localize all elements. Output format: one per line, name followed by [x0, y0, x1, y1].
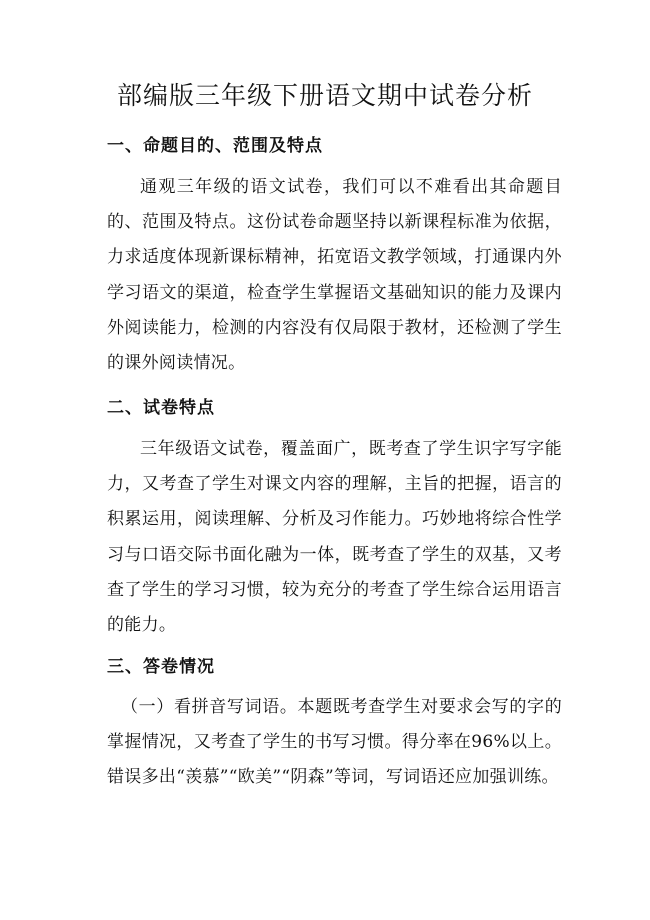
section-heading-2: 二、试卷特点: [107, 398, 215, 418]
section-paragraph-2: 三年级语文试卷，覆盖面广，既考查了学生识字写字能力，又考查了学生对课文内容的理解，主旨的把握，语言的积累运用，阅读理解、分析及习作能力。巧妙地将综合性学习与口语交际书面化融为一体，既考查了学生的双基，又考查了学生的学习习惯，较为充分的考查了学生综合运用语言的能力。: [107, 439, 562, 636]
section-heading-3: 三、答卷情况: [107, 657, 215, 677]
document-title: 部编版三年级下册语文期中试卷分析: [116, 81, 533, 110]
section-heading-1: 一、命题目的、范围及特点: [107, 136, 323, 156]
section-paragraph-1: 通观三年级的语文试卷，我们可以不难看出其命题目的、范围及特点。这份试卷命题坚持以新课程标准为依据，力求适度体现新课标精神，拓宽语文教学领域，打通课内外学习语文的渠道，检查学生掌握语文基础知识的能力及课内外阅读能力，检测的内容没有仅局限于教材，还检测了学生的课外阅读情况。: [107, 177, 562, 374]
section-paragraph-3: （一）看拼音写词语。本题既考查学生对要求会写的字的掌握情况，又考查了学生的书写习惯。得分率在96%以上。错误多出“羡慕”“欧美”“阴森”等词，写词语还应加强训练。: [107, 697, 562, 788]
